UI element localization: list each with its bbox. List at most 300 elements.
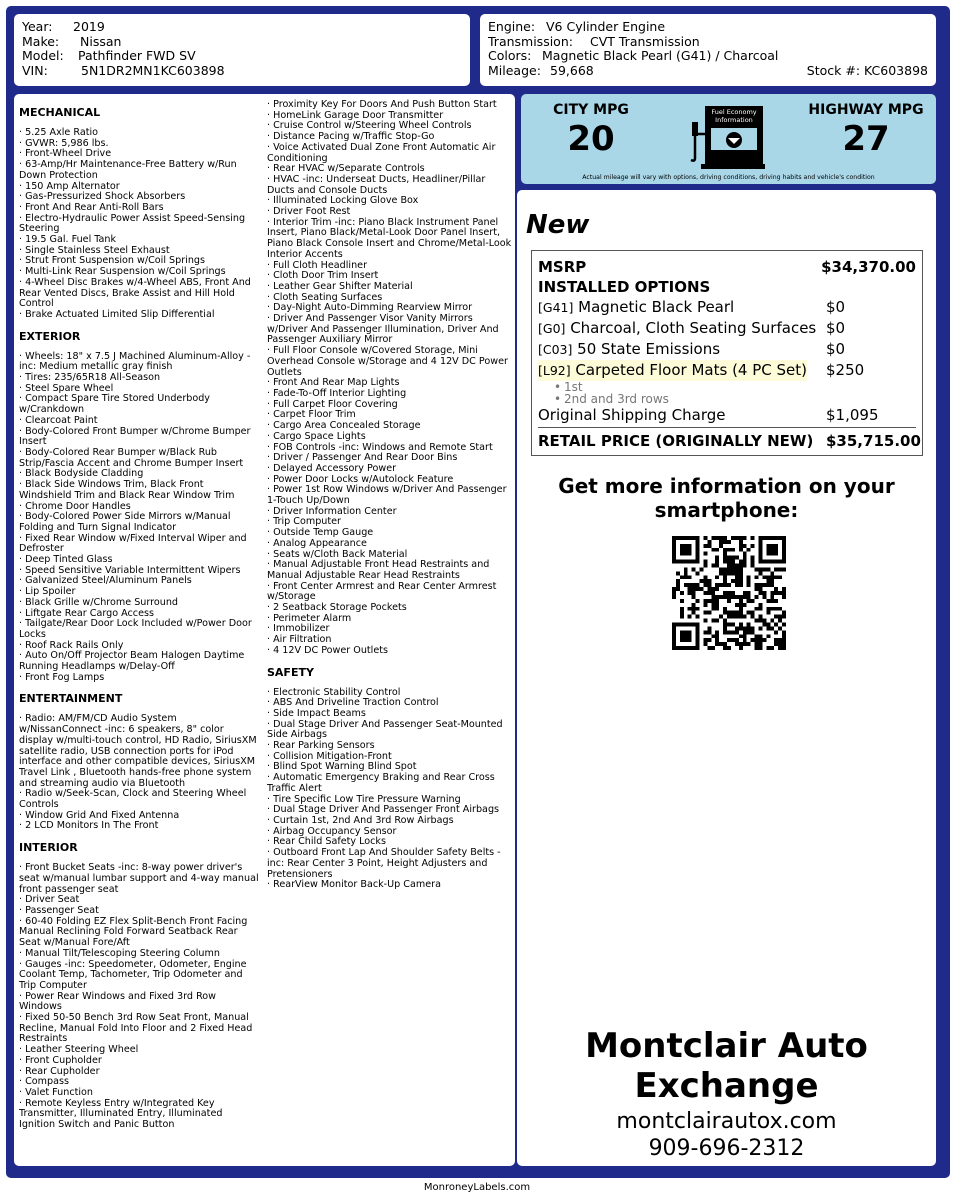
feature-item: · Rear Child Safety Locks xyxy=(267,836,386,848)
qr-module xyxy=(672,560,676,564)
qr-module xyxy=(711,591,715,595)
qr-module xyxy=(747,611,751,615)
qr-module xyxy=(692,536,696,540)
qr-module xyxy=(696,536,700,540)
qr-module xyxy=(778,575,782,579)
qr-module xyxy=(774,587,778,591)
qr-module xyxy=(774,575,778,579)
transmission-row: Transmission: CVT Transmission xyxy=(488,33,700,49)
qr-module xyxy=(696,571,700,575)
qr-module xyxy=(770,560,774,564)
qr-module xyxy=(727,622,731,626)
feature-item: · Black Grille w/Chrome Surround xyxy=(19,596,178,608)
qr-module xyxy=(762,638,766,642)
feature-item: · Black Side Windows Trim, Black Front Windshield Trim and Black Rear Window Trim xyxy=(19,479,235,501)
qr-module xyxy=(703,560,707,564)
feature-item: · Carpet Floor Trim xyxy=(267,409,356,421)
qr-module xyxy=(680,599,684,603)
qr-module xyxy=(782,560,786,564)
dealer-website[interactable]: montclairautox.com xyxy=(616,1109,837,1134)
year-value: 2019 xyxy=(73,19,105,34)
retail-price-value: $35,715.00 xyxy=(826,432,921,450)
feature-item: · Day-Night Auto-Dimming Rearview Mirror xyxy=(267,302,473,314)
qr-module xyxy=(774,599,778,603)
qr-module xyxy=(715,583,719,587)
qr-module xyxy=(723,552,727,556)
qr-module xyxy=(700,579,704,583)
qr-module xyxy=(680,575,684,579)
qr-module xyxy=(719,544,723,548)
qr-module xyxy=(758,540,762,544)
qr-module xyxy=(766,634,770,638)
qr-module xyxy=(696,583,700,587)
qr-module xyxy=(696,548,700,552)
qr-module xyxy=(680,591,684,595)
feature-item: · Tires: 235/65R18 All-Season xyxy=(19,372,161,384)
qr-module xyxy=(700,567,704,571)
transmission-value: CVT Transmission xyxy=(590,33,700,49)
feature-item: · Manual Adjustable Front Head Restraints and Manual Adjustable Rear Head Restraints xyxy=(267,559,490,581)
qr-module xyxy=(739,548,743,552)
qr-module xyxy=(696,626,700,630)
qr-module xyxy=(692,591,696,595)
qr-module xyxy=(774,591,778,595)
qr-module xyxy=(743,626,747,630)
qr-module xyxy=(688,587,692,591)
qr-module xyxy=(703,552,707,556)
qr-module xyxy=(684,552,688,556)
qr-module xyxy=(672,587,676,591)
qr-module xyxy=(778,615,782,619)
qr-module xyxy=(755,587,759,591)
qr-module xyxy=(703,638,707,642)
qr-module xyxy=(727,595,731,599)
qr-module xyxy=(711,548,715,552)
qr-module xyxy=(684,544,688,548)
qr-module xyxy=(758,619,762,623)
feature-item: · Power Rear Windows and Fixed 3rd Row Windows xyxy=(19,990,217,1013)
qr-module xyxy=(684,548,688,552)
qr-module xyxy=(692,646,696,650)
qr-module xyxy=(703,611,707,615)
feature-item: · Front-Wheel Drive xyxy=(19,148,112,160)
qr-module xyxy=(774,630,778,634)
qr-module xyxy=(758,626,762,630)
qr-module xyxy=(727,571,731,575)
qr-module xyxy=(719,540,723,544)
qr-module xyxy=(739,599,743,603)
qr-module xyxy=(723,595,727,599)
option-name: Charcoal, Cloth Seating Surfaces xyxy=(570,319,817,337)
qr-module xyxy=(723,591,727,595)
qr-module xyxy=(723,626,727,630)
qr-module xyxy=(692,607,696,611)
vehicle-spec-box xyxy=(480,14,936,86)
features-column-2 xyxy=(267,100,512,891)
qr-module xyxy=(782,548,786,552)
feature-item: · Compass xyxy=(19,1076,69,1088)
qr-module xyxy=(672,642,676,646)
feature-item: · Roof Rack Rails Only xyxy=(19,639,124,651)
qr-module xyxy=(684,646,688,650)
qr-module xyxy=(735,571,739,575)
vin-row: VIN: 5N1DR2MN1KC603898 xyxy=(22,62,225,78)
feature-item: · 4 12V DC Power Outlets xyxy=(267,644,388,656)
qr-module xyxy=(703,536,707,540)
feature-item: · Strut Front Suspension w/Coil Springs xyxy=(19,255,205,267)
qr-module xyxy=(782,611,786,615)
qr-module xyxy=(684,536,688,540)
option-row xyxy=(538,360,916,381)
qr-module xyxy=(766,599,770,603)
qr-module xyxy=(762,560,766,564)
qr-module xyxy=(747,583,751,587)
qr-module xyxy=(774,615,778,619)
qr-module xyxy=(707,579,711,583)
qr-module xyxy=(723,579,727,583)
qr-module xyxy=(731,564,735,568)
feature-item: · Steel Spare Wheel xyxy=(19,382,114,394)
qr-module xyxy=(758,634,762,638)
feature-item: · Window Grid And Fixed Antenna xyxy=(19,809,180,821)
option-price: $0 xyxy=(826,340,846,358)
qr-module xyxy=(696,556,700,560)
feature-item: · Airbag Occupancy Sensor xyxy=(267,825,397,837)
qr-module xyxy=(755,619,759,623)
qr-module xyxy=(743,544,747,548)
feature-item: · ABS And Driveline Traction Control xyxy=(267,697,439,709)
qr-module xyxy=(731,536,735,540)
qr-module xyxy=(676,587,680,591)
qr-module xyxy=(747,642,751,646)
qr-module xyxy=(778,591,782,595)
qr-module xyxy=(743,603,747,607)
qr-module xyxy=(731,622,735,626)
qr-module xyxy=(688,544,692,548)
feature-item: · Blind Spot Warning Blind Spot xyxy=(267,761,417,773)
qr-module xyxy=(731,548,735,552)
feature-item: · 60-40 Folding EZ Flex Split-Bench Front Facing Manual Reclining Fold Forward Seatback Rear Seat w/Manual Fore/Aft xyxy=(19,915,248,949)
dealer-phone[interactable]: 909-696-2312 xyxy=(648,1136,805,1161)
qr-module xyxy=(766,607,770,611)
feature-item: · Front Cupholder xyxy=(19,1054,102,1066)
feature-item: · Proximity Key For Doors And Push Button Start xyxy=(267,99,497,110)
qr-module xyxy=(739,575,743,579)
feature-item: · Manual Tilt/Telescoping Steering Column xyxy=(19,947,220,959)
qr-module xyxy=(688,536,692,540)
qr-module xyxy=(731,591,735,595)
qr-module xyxy=(676,622,680,626)
qr-module xyxy=(688,615,692,619)
qr-module xyxy=(680,544,684,548)
qr-module xyxy=(715,642,719,646)
qr-module xyxy=(688,634,692,638)
qr-module xyxy=(774,536,778,540)
qr-module xyxy=(715,556,719,560)
qr-module xyxy=(739,567,743,571)
qr-module xyxy=(680,552,684,556)
qr-module xyxy=(727,548,731,552)
qr-module xyxy=(766,622,770,626)
feature-item: · Radio w/Seek-Scan, Clock and Steering Wheel Controls xyxy=(19,788,247,811)
qr-module xyxy=(770,552,774,556)
feature-item: · Curtain 1st, 2nd And 3rd Row Airbags xyxy=(267,815,454,826)
feature-item: · Full Cloth Headliner xyxy=(267,259,368,271)
qr-module xyxy=(723,630,727,634)
qr-module xyxy=(676,536,680,540)
qr-module xyxy=(739,607,743,611)
qr-module xyxy=(703,575,707,579)
feature-item: · HVAC -inc: Underseat Ducts, Headliner/Pillar Ducts and Console Ducts xyxy=(267,173,486,196)
qr-module xyxy=(747,591,751,595)
qr-module xyxy=(766,611,770,615)
option-row xyxy=(538,339,916,360)
feature-item: · RearView Monitor Back-Up Camera xyxy=(267,879,441,891)
qr-module xyxy=(727,560,731,564)
qr-module xyxy=(680,536,684,540)
mileage-disclaimer: Actual mileage will vary with options, driving conditions, driving habits and vehicle's condition xyxy=(582,174,875,181)
qr-module xyxy=(747,599,751,603)
qr-module xyxy=(719,595,723,599)
qr-module xyxy=(676,560,680,564)
qr-module xyxy=(723,536,727,540)
qr-module xyxy=(735,536,739,540)
qr-module xyxy=(770,595,774,599)
qr-module xyxy=(770,619,774,623)
qr-module xyxy=(680,622,684,626)
qr-module xyxy=(723,607,727,611)
feature-item: · 19.5 Gal. Fuel Tank xyxy=(19,234,117,246)
model-row: Model: Pathfinder FWD SV xyxy=(22,48,196,63)
smartphone-prompt: Get more information on your smartphone: xyxy=(558,474,895,522)
qr-module xyxy=(758,638,762,642)
feature-item: · Electronic Stability Control xyxy=(267,686,401,698)
feature-item: · Power 1st Row Windows w/Driver And Passenger 1-Touch Up/Down xyxy=(267,484,507,507)
qr-module xyxy=(778,638,782,642)
feature-item: · Immobilizer xyxy=(267,623,330,635)
qr-module xyxy=(766,560,770,564)
qr-module xyxy=(762,575,766,579)
section-heading: MECHANICAL xyxy=(19,106,101,119)
qr-module xyxy=(782,622,786,626)
qr-module xyxy=(680,607,684,611)
qr-module xyxy=(778,607,782,611)
feature-item: · Dual Stage Driver And Passenger Seat-Mounted Side Airbags xyxy=(267,718,503,741)
qr-module xyxy=(727,591,731,595)
qr-module xyxy=(727,630,731,634)
qr-module xyxy=(715,536,719,540)
qr-module xyxy=(692,603,696,607)
feature-item: · Outboard Front Lap And Shoulder Safety Belts -inc: Rear Center 3 Point, Height Adjusters and Pretensioners xyxy=(267,847,501,880)
qr-module xyxy=(778,536,782,540)
qr-module xyxy=(735,575,739,579)
feature-item: · Voice Activated Dual Zone Front Automatic Air Conditioning xyxy=(267,141,496,164)
qr-module xyxy=(727,556,731,560)
qr-module xyxy=(684,575,688,579)
qr-module xyxy=(774,552,778,556)
qr-module xyxy=(684,638,688,642)
feature-item: · Body-Colored Front Bumper w/Chrome Bumper Insert xyxy=(19,425,251,448)
bullet-icon: • xyxy=(554,380,562,394)
qr-module xyxy=(770,626,774,630)
option-name: 50 State Emissions xyxy=(577,340,721,358)
qr-module xyxy=(755,583,759,587)
qr-module xyxy=(743,560,747,564)
logo-line-2: Information xyxy=(715,116,753,124)
qr-module xyxy=(684,630,688,634)
feature-item: · Cargo Area Concealed Storage xyxy=(267,420,421,432)
condition-label: New xyxy=(526,210,590,240)
feature-item: · Valet Function xyxy=(19,1086,93,1098)
mileage-value: 59,668 xyxy=(550,62,594,78)
feature-item: · Speed Sensitive Variable Intermittent Wipers xyxy=(19,564,241,576)
feature-item: · Radio: AM/FM/CD Audio System w/NissanConnect -inc: 6 speakers, 8" color display w/multi-touch control, HD Radio, SiriusXM satellite radio, USB connection ports for iPod interface and other compatible devices, SiriusXM Travel Link , Bluetooth hands-free phone system and streaming audio via Bluetooth xyxy=(19,713,257,789)
qr-module xyxy=(778,619,782,623)
qr-module xyxy=(672,626,676,630)
qr-module xyxy=(731,611,735,615)
qr-module xyxy=(672,544,676,548)
qr-module xyxy=(770,646,774,650)
feature-item: · Multi-Link Rear Suspension w/Coil Springs xyxy=(19,266,226,278)
qr-module xyxy=(715,595,719,599)
qr-module xyxy=(727,646,731,650)
qr-module xyxy=(676,583,680,587)
qr-module xyxy=(735,611,739,615)
qr-module xyxy=(707,630,711,634)
qr-module xyxy=(774,638,778,642)
option-name: Magnetic Black Pearl xyxy=(578,298,735,316)
feature-item: · Interior Trim -inc: Piano Black Instrument Panel Insert, Piano Black/Metal-Look Door Panel Insert, Piano Black Console Insert and Chrome/Metal-Look Interior Accents xyxy=(267,216,512,260)
qr-module xyxy=(774,607,778,611)
option-name: Carpeted Floor Mats (4 PC Set) xyxy=(575,361,808,379)
qr-module xyxy=(684,634,688,638)
feature-item: · Deep Tinted Glass xyxy=(19,554,113,566)
qr-module xyxy=(770,536,774,540)
qr-module xyxy=(688,630,692,634)
qr-module xyxy=(684,571,688,575)
qr-module xyxy=(723,642,727,646)
option-price: $0 xyxy=(826,298,846,316)
qr-module xyxy=(719,571,723,575)
qr-module xyxy=(688,552,692,556)
city-mpg: CITY MPG 20 xyxy=(541,102,641,156)
qr-module xyxy=(703,544,707,548)
feature-item: · FOB Controls -inc: Windows and Remote Start xyxy=(267,441,493,453)
qr-module xyxy=(672,638,676,642)
qr-module xyxy=(707,591,711,595)
qr-code[interactable] xyxy=(672,536,786,650)
qr-module xyxy=(766,536,770,540)
qr-module xyxy=(696,560,700,564)
vin-value: 5N1DR2MN1KC603898 xyxy=(81,62,225,78)
feature-item: · Illuminated Locking Glove Box xyxy=(267,195,419,207)
stock-number: Stock #: KC603898 xyxy=(806,62,928,78)
feature-item: · Front And Rear Map Lights xyxy=(267,377,400,389)
installed-options-heading: INSTALLED OPTIONS xyxy=(538,278,711,296)
qr-module xyxy=(731,595,735,599)
qr-module xyxy=(782,552,786,556)
qr-module xyxy=(747,548,751,552)
city-mpg-value: 20 xyxy=(567,119,615,159)
qr-module xyxy=(692,611,696,615)
qr-module xyxy=(758,536,762,540)
qr-module xyxy=(758,591,762,595)
qr-module xyxy=(696,642,700,646)
qr-module xyxy=(696,615,700,619)
qr-module xyxy=(770,575,774,579)
qr-module xyxy=(727,615,731,619)
option-code: [G0] xyxy=(538,321,566,336)
qr-module xyxy=(758,603,762,607)
qr-module xyxy=(770,599,774,603)
qr-module xyxy=(758,544,762,548)
feature-item: · Rear HVAC w/Separate Controls xyxy=(267,163,425,175)
qr-module xyxy=(727,567,731,571)
qr-module xyxy=(696,552,700,556)
qr-module xyxy=(778,642,782,646)
qr-module xyxy=(751,638,755,642)
qr-module xyxy=(755,634,759,638)
qr-module xyxy=(751,611,755,615)
colors-value: Magnetic Black Pearl (G41) / Charcoal xyxy=(542,48,779,63)
qr-module xyxy=(707,544,711,548)
qr-module xyxy=(731,560,735,564)
qr-module xyxy=(774,544,778,548)
qr-module xyxy=(719,615,723,619)
qr-module xyxy=(751,556,755,560)
feature-item: · Compact Spare Tire Stored Underbody w/Crankdown xyxy=(19,393,210,416)
features-panel xyxy=(14,94,515,1166)
feature-item: · Passenger Seat xyxy=(19,905,99,916)
footer-link[interactable]: MonroneyLabels.com xyxy=(423,1182,531,1193)
qr-module xyxy=(672,630,676,634)
qr-module xyxy=(692,560,696,564)
qr-module xyxy=(774,560,778,564)
qr-module xyxy=(719,642,723,646)
qr-module xyxy=(762,567,766,571)
vehicle-info-box xyxy=(14,14,470,86)
feature-item: · 5.25 Axle Ratio xyxy=(19,127,98,138)
feature-item: · Wheels: 18" x 7.5 J Machined Aluminum-Alloy -inc: Medium metallic gray finish xyxy=(19,350,251,373)
qr-module xyxy=(680,560,684,564)
qr-module xyxy=(770,583,774,587)
make-row: Make: Nissan xyxy=(22,33,122,49)
feature-item: · Remote Keyless Entry w/Integrated Key Transmitter, Illuminated Entry, Illuminated Ignition Switch and Panic Button xyxy=(19,1097,223,1131)
feature-item: · Chrome Door Handles xyxy=(19,500,131,512)
qr-module xyxy=(739,626,743,630)
qr-module xyxy=(747,626,751,630)
qr-module xyxy=(723,567,727,571)
option-row xyxy=(538,297,916,318)
feature-item: · 4-Wheel Disc Brakes w/4-Wheel ABS, Front And Rear Vented Discs, Brake Assist and Hill Hold Control xyxy=(19,276,251,310)
section-heading: EXTERIOR xyxy=(19,329,81,343)
qr-module xyxy=(703,619,707,623)
feature-item: · Rear Parking Sensors xyxy=(267,740,375,752)
qr-module xyxy=(680,611,684,615)
qr-module xyxy=(743,615,747,619)
qr-module xyxy=(751,615,755,619)
qr-module xyxy=(758,646,762,650)
qr-module xyxy=(688,622,692,626)
section-heading: INTERIOR xyxy=(19,841,78,855)
qr-module xyxy=(715,548,719,552)
qr-module xyxy=(735,603,739,607)
qr-module xyxy=(782,556,786,560)
qr-module xyxy=(782,544,786,548)
qr-module xyxy=(688,638,692,642)
feature-item: · Fixed Rear Window w/Fixed Interval Wiper and Defroster xyxy=(19,532,247,555)
qr-module xyxy=(735,564,739,568)
